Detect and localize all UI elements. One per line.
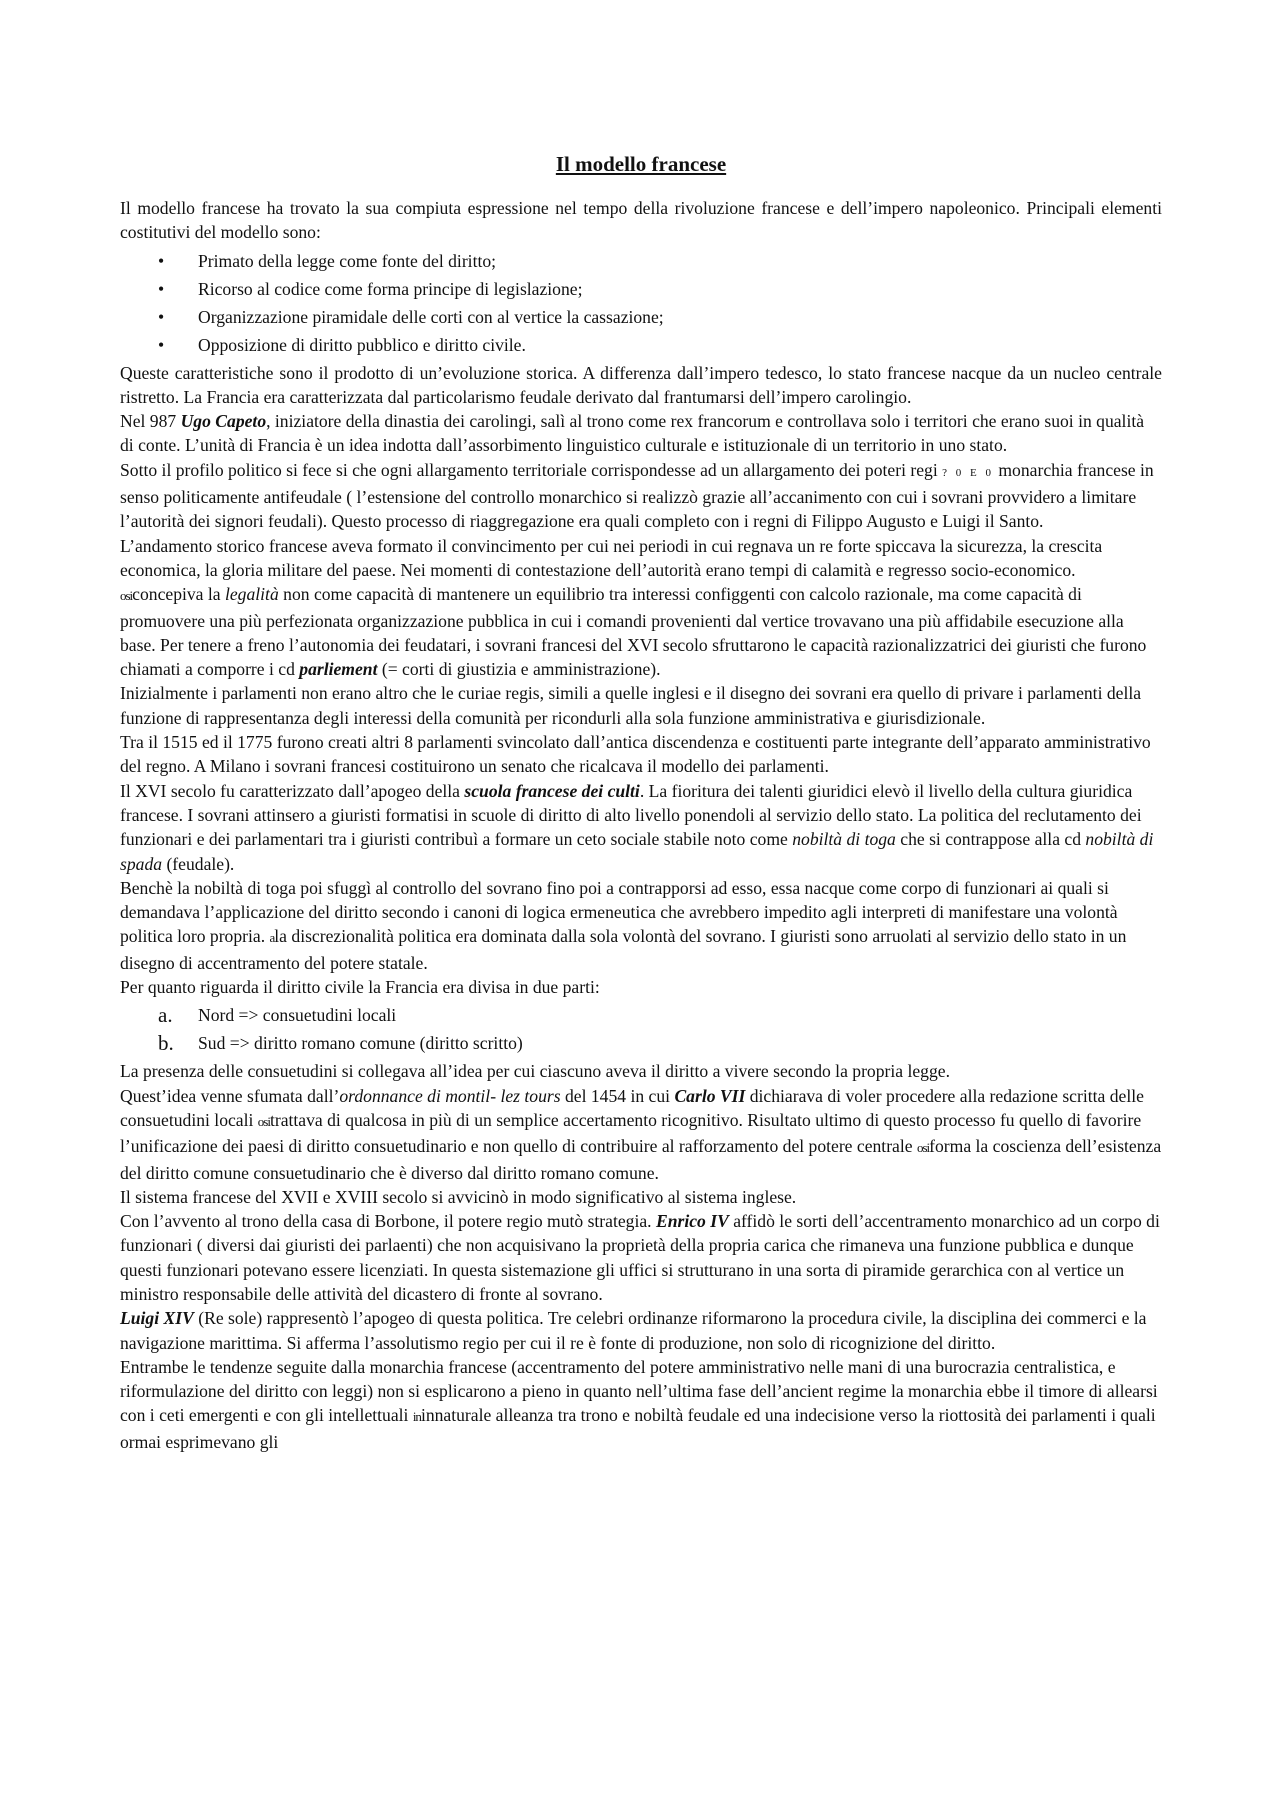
bullet-list xyxy=(120,247,1162,359)
broken-glyph: osi xyxy=(120,588,133,604)
broken-glyph: in xyxy=(412,1409,421,1425)
broken-glyph: ? 0 E 0 xyxy=(942,466,994,479)
paragraph-borbone: Con l’avvento al trono della casa di Borbone, il potere regio mutò strategia. Enrico IV affidò le sorti dell’accentramento monarchico ad un corpo di funzionari ( diversi dai giuristi dei parlaenti) che non acquisivano la proprietà della propria carica che rimaneva una funzione pubblica e dunque questi funzionari potevano essere licenziati. In questa sistemazione gli uffici si strutturano in una sorta di piramide gerarchica con al vertice un ministro responsabile delle attività del dicastero di fronte al sovrano. xyxy=(120,1211,1160,1304)
term-legalita: legalità xyxy=(224,584,279,605)
broken-glyph: osi xyxy=(916,1140,930,1156)
paragraph-tendenze: Entrambe le tendenze seguite dalla monarchia francese (accentramento del potere amministrativo nelle mani di una burocrazia centralistica, e riformulazione del diritto con leggi) non si esplicarono a pieno in quanto nell’ultima fase dell’ancient regime la monarchia ebbe il timore di allearsi con i ceti emergenti e con gli intellettuali ininnaturale alleanza tra trono e nobiltà feudale ed una indecisione verso la riottosità dei parlamenti i quali ormai esprimevano gli xyxy=(120,1356,1158,1452)
paragraph-political-profile: Sotto il profilo politico si fece si che ogni allargamento territoriale corrispondesse ad un allargamento dei poteri regi ? 0 E 0 monarchia francese in senso politicamente antifeudale ( l’estensione del controllo monarchico si realizzò grazie all’accanimento con cui i sovrani provvidero a limitare l’autorità dei signori feudali). Questo processo di riaggregazione era quali completo con i regni di Filippo Augusto e Luigi il Santo. xyxy=(120,459,1154,532)
paragraph-diritto-civile: Per quanto riguarda il diritto civile la Francia era divisa in due parti: xyxy=(120,977,600,998)
list-item: a. Nord => consuetudini locali xyxy=(158,1003,397,1028)
term-scuola-culti: scuola francese dei culti xyxy=(464,780,640,801)
term-ordonnance: ordonnance di montil- lez tours xyxy=(339,1085,561,1106)
name-luigi-xiv: Luigi XIV xyxy=(120,1308,194,1329)
paragraph-historical-trend: L’andamento storico francese aveva formato il convincimento per cui nei periodi in cui regnava un re forte spiccava la sicurezza, la crescita economica, la gloria militare del paese. Nei momenti di contestazione dell’autorità erano tempi di calamità e regresso socio-economico. osiconcepiva la legalità non come capacità di mantenere un equilibrio tra interessi configgenti con calcolo razionale, ma come capacità di promuovere una più perfezionata organizzazione pubblica in cui i comandi provenienti dal vertice trovavano una più affidabile esecuzione alla base. Per tenere a freno l’autonomia dei feudatari, i sovrani francesi del XVI secolo sfruttarono le capacità razionalizzatrici dei giuristi che furono chiamati a comporre i cd parliement (= corti di giustizia e amministrazione). xyxy=(120,535,1147,680)
list-marker: b. xyxy=(158,1031,174,1056)
term-nobilta-toga: nobiltà di toga xyxy=(792,829,896,850)
paragraph-nobilta-toga: Benchè la nobiltà di toga poi sfuggì al controllo del sovrano fino poi a contrapporsi ad esso, essa nacque come corpo di funzionari ai quali si demandava l’applicazione del diritto secondo i canoni di logica ermeneutica che avrebbero impedito agli interpreti di manifestare una volontà politica loro propria. ala discrezionalità politica era dominata dalla sola volontà del sovrano. I giuristi sono arruolati al servizio dello stato in un disegno di accentramento del potere statale. xyxy=(120,877,1127,973)
list-marker: a. xyxy=(158,1003,173,1028)
paragraph-scuola-culti: Il XVI secolo fu caratterizzato dall’apogeo della scuola francese dei culti. La fioritura dei talenti giuridici elevò il livello della cultura giuridica francese. I sovrani attinsero a giuristi formatisi in scuole di diritto di alto livello ponendoli al servizio dello stato. La politica del reclutamento dei funzionari e dei parlamentari tra i giuristi contribuì a formare un ceto sociale stabile noto come nobiltà di toga che si contrappose alla cd nobiltà di spada (feudale). xyxy=(120,780,1154,874)
document-page xyxy=(120,150,1162,1454)
bullet-icon: • xyxy=(158,334,165,355)
list-item: • Primato della legge come fonte del diritto; xyxy=(120,247,1162,275)
name-ugo-capeto: Ugo Capeto xyxy=(180,411,267,432)
term-parliement: parliement xyxy=(299,659,378,680)
paragraph-evolution: Queste caratteristiche sono il prodotto di un’evoluzione storica. A differenza dall’impero tedesco, lo stato francese nacque da un nucleo centrale ristretto. La Francia era caratterizzata dal particolarismo feudale derivato dal frantumarsi dell’impero carolingio. xyxy=(120,362,1162,407)
paragraph-luigi-xiv: Luigi XIV (Re sole) rappresentò l’apogeo di questa politica. Tre celebri ordinanze riformarono la procedura civile, la disciplina dei commerci e la navigazione marittima. Si afferma l’assolutismo regio per cui il re è fonte di produzione, non solo di ricognizione del diritto. xyxy=(120,1308,1147,1353)
broken-glyph: a xyxy=(269,930,275,946)
name-carlo-vii: Carlo VII xyxy=(674,1085,746,1106)
list-item: • Ricorso al codice come forma principe di legislazione; xyxy=(120,275,1162,303)
term-nobilta-spada: nobiltà di spada xyxy=(120,829,1154,874)
name-enrico-iv: Enrico IV xyxy=(655,1211,729,1232)
page-title: Il modello francese xyxy=(555,152,727,176)
list-item: • Organizzazione piramidale delle corti con al vertice la cassazione; xyxy=(120,303,1162,331)
paragraph-consuetudini: La presenza delle consuetudini si collegava all’idea per cui ciascuno aveva il diritto a vivere secondo la propria legge. xyxy=(120,1061,950,1082)
list-item: • Opposizione di diritto pubblico e diritto civile. xyxy=(120,331,1162,359)
bullet-icon: • xyxy=(158,278,165,299)
paragraph-ordonnance: Quest’idea venne sfumata dall’ordonnance di montil- lez tours del 1454 in cui Carlo VII dichiarava di voler procedere alla redazione scritta delle consuetudini locali ositrattava di qualcosa in più di un semplice accertamento ricognitivo. Risultato ultimo di questo processo fu quello di favorire l’unificazione dei paesi di diritto consuetudinario e non quello di contribuire al rafforzamento del potere centrale osiforma la coscienza dell’esistenza del diritto comune consuetudinario che è diverso dal diritto romano comune. xyxy=(120,1085,1162,1183)
list-item: b. Sud => diritto romano comune (diritto scritto) xyxy=(158,1031,523,1056)
paragraph-sistema-inglese: Il sistema francese del XVII e XVIII secolo si avvicinò in modo significativo al sistema inglese. xyxy=(120,1186,797,1207)
alpha-list xyxy=(120,1001,1162,1057)
paragraph-ugo-capeto: Nel 987 Ugo Capeto, iniziatore della dinastia dei carolingi, salì al trono come rex francorum e controllava solo i territori che erano suoi in qualità di conte. L’unità di Francia è un idea indotta dall’assorbimento linguistico culturale e istituzionale di un territorio in uno stato. xyxy=(120,411,1145,456)
paragraph-parlamenti: Tra il 1515 ed il 1775 furono creati altri 8 parlamenti svincolato dall’antica discendenza e costituenti parte integrante dell’apparato amministrativo del regno. A Milano i sovrani francesi costituirono un senato che ricalcava il modello dei parlamenti. xyxy=(120,732,1151,777)
bullet-icon: • xyxy=(158,306,165,327)
bullet-icon: • xyxy=(158,250,165,271)
paragraph-curiae-regis: Inizialmente i parlamenti non erano altro che le curiae regis, simili a quelle inglesi e il disegno dei sovrani era quello di privare i parlamenti della funzione di rappresentanza degli interessi della comunità per ricondurli alla sola funzione amministrativa e giurisdizionale. xyxy=(120,683,1142,728)
intro-paragraph: Il modello francese ha trovato la sua compiuta espressione nel tempo della rivoluzione francese e dell’impero napoleonico. Principali elementi costitutivi del modello sono: xyxy=(120,198,1162,243)
broken-glyph: osi xyxy=(257,1113,270,1129)
